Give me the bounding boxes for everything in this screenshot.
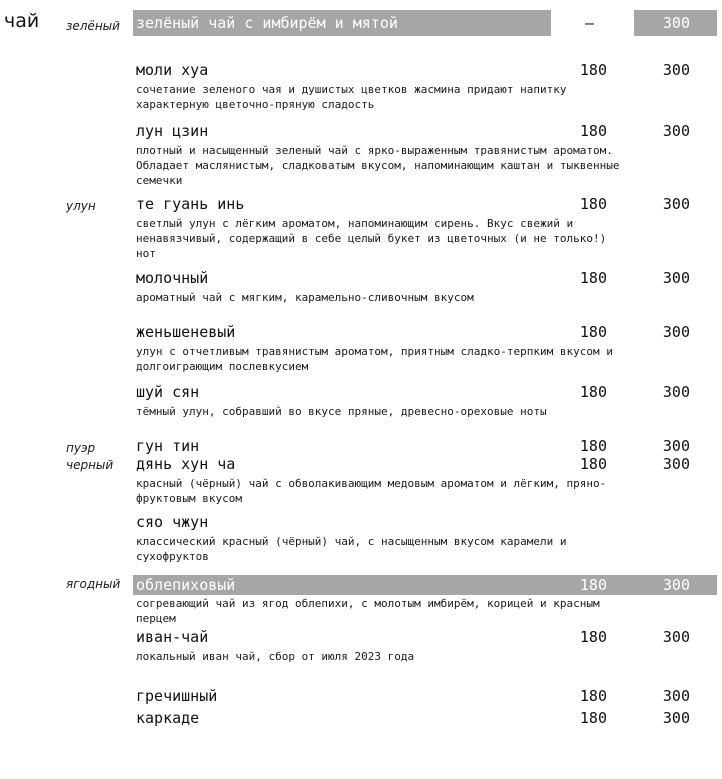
category-green: зелёный <box>66 19 120 33</box>
item-description: локальный иван чай, сбор от июля 2023 года <box>136 650 415 663</box>
item-price-small: 180 <box>579 437 607 455</box>
item-price-small: 180 <box>579 709 607 727</box>
item-name: молочный <box>136 269 209 287</box>
item-price-large: 300 <box>662 269 690 287</box>
category-black: черный <box>66 458 114 472</box>
item-name: зелёный чай с имбирём и мятой <box>136 14 398 32</box>
item-name: гречишный <box>136 687 218 705</box>
item-description: светлый улун с лёгким ароматом, напоминающим сирень. Вкус свежий и ненавязчивый, содержащий в себе целый букет из цветочных (и не только!) нот <box>136 217 607 260</box>
item-description: сочетание зеленого чая и душистых цветков жасмина придают напитку характерную цветочно-пряную сладость <box>136 83 567 111</box>
item-name: гун тин <box>136 437 200 455</box>
item-description: классический красный (чёрный) чай, с насыщенным вкусом карамели и сухофруктов <box>136 535 567 563</box>
item-price-small: 180 <box>579 269 607 287</box>
category-oolong: улун <box>66 199 96 213</box>
item-name: сяо чжун <box>136 513 209 531</box>
item-price-small: 180 <box>579 383 607 401</box>
item-name: женьшеневый <box>136 323 236 341</box>
item-price-small: 180 <box>579 195 607 213</box>
item-price-large: 300 <box>662 455 690 473</box>
item-price-small: 180 <box>579 628 607 646</box>
category-puer: пуэр <box>66 441 96 455</box>
item-price-large: 300 <box>662 628 690 646</box>
item-price-small: 180 <box>579 576 607 594</box>
item-price-large: 300 <box>662 14 690 32</box>
item-name: шуй сян <box>136 383 200 401</box>
item-price-small: 180 <box>579 323 607 341</box>
item-price-large: 300 <box>662 437 690 455</box>
item-price-large: 300 <box>662 709 690 727</box>
item-price-large: 300 <box>662 61 690 79</box>
category-berry: ягодный <box>66 577 121 591</box>
item-price-large: 300 <box>662 687 690 705</box>
item-name: те гуань инь <box>136 195 245 213</box>
item-price-small: 180 <box>579 61 607 79</box>
item-description: согревающий чай из ягод облепихи, с молотым имбирём, корицей и красным перцем <box>136 597 600 625</box>
item-price-small: 180 <box>579 455 607 473</box>
item-price-small: 180 <box>579 687 607 705</box>
item-price-large: 300 <box>662 323 690 341</box>
item-description: красный (чёрный) чай с обволакивающим медовым ароматом и лёгким, пряно-фруктовым вкусом <box>136 477 607 505</box>
item-price-small: – <box>584 14 594 32</box>
item-name: моли хуа <box>136 61 209 79</box>
item-description: улун с отчетливым травянистым ароматом, приятным сладко-терпким вкусом и долгоиграющим послевкусием <box>136 345 613 373</box>
item-name: дянь хун ча <box>136 455 236 473</box>
menu-title: чай <box>4 10 40 32</box>
item-price-large: 300 <box>662 383 690 401</box>
item-description: тёмный улун, собравший во вкусе пряные, древесно-ореховые ноты <box>136 405 547 418</box>
item-description: ароматный чай с мягким, карамельно-сливочным вкусом <box>136 291 474 304</box>
item-name: каркаде <box>136 709 200 727</box>
item-price-large: 300 <box>662 122 690 140</box>
item-price-large: 300 <box>662 576 690 594</box>
item-name: облепиховый <box>136 576 236 594</box>
item-description: плотный и насыщенный зеленый чай с ярко-выраженным травянистым ароматом. Обладает маслянистым, сладковатым вкусом, напоминающим каштан и тыквенные семечки <box>136 144 620 187</box>
item-price-small: 180 <box>579 122 607 140</box>
item-name: лун цзин <box>136 122 209 140</box>
item-name: иван-чай <box>136 628 209 646</box>
item-price-large: 300 <box>662 195 690 213</box>
